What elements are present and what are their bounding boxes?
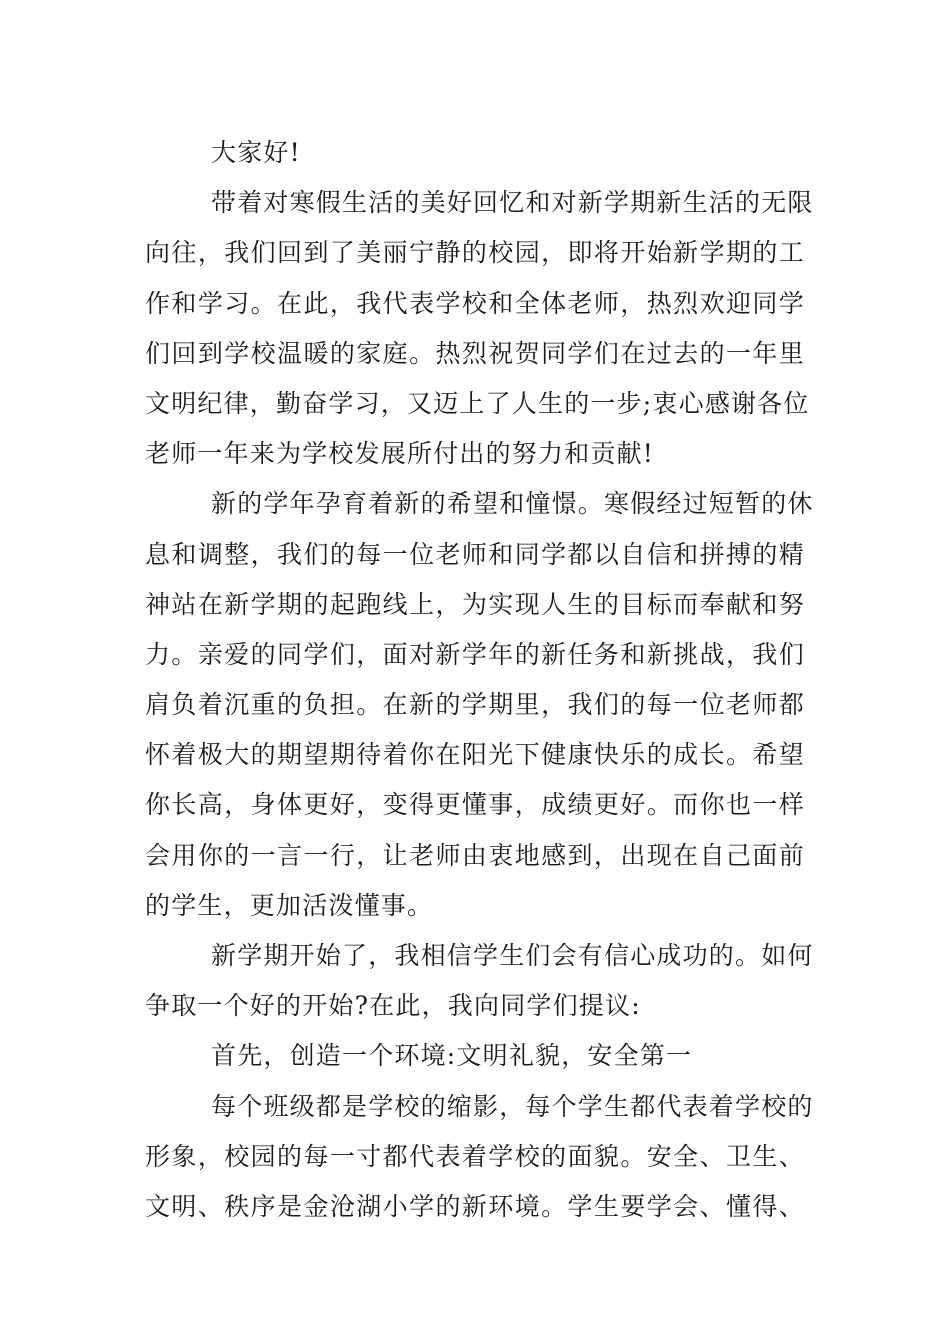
section-heading: 首先，创造一个环境:文明礼貌，安全第一 xyxy=(211,1041,693,1071)
text-line: 的学生，更加活泼懂事。 xyxy=(145,890,434,920)
text-line: 争取一个好的开始?在此，我向同学们提议: xyxy=(145,991,641,1021)
text-line: 带着对寒假生活的美好回忆和对新学期新生活的无限 xyxy=(211,188,814,218)
text-line: 文明、秩序是金沧湖小学的新环境。学生要学会、懂得、 xyxy=(145,1191,805,1221)
text-line: 怀着极大的期望期待着你在阳光下健康快乐的成长。希望 xyxy=(145,740,805,770)
text-line: 神站在新学期的起跑线上，为实现人生的目标而奉献和努 xyxy=(145,589,805,619)
text-line: 息和调整，我们的每一位老师和同学都以自信和拼搏的精 xyxy=(145,539,805,569)
text-line: 力。亲爱的同学们，面对新学年的新任务和新挑战，我们 xyxy=(145,639,805,669)
text-line: 老师一年来为学校发展所付出的努力和贡献! xyxy=(145,439,655,469)
text-line: 们回到学校温暖的家庭。热烈祝贺同学们在过去的一年里 xyxy=(145,338,805,368)
document-body xyxy=(145,128,814,1232)
text-line: 文明纪律，勤奋学习，又迈上了人生的一步;衷心感谢各位 xyxy=(145,388,810,418)
text-line: 形象，校园的每一寸都代表着学校的面貌。安全、卫生、 xyxy=(145,1141,805,1171)
text-line: 每个班级都是学校的缩影，每个学生都代表着学校的 xyxy=(211,1091,814,1121)
text-line: 肩负着沉重的负担。在新的学期里，我们的每一位老师都 xyxy=(145,690,805,720)
text-line: 新学期开始了，我相信学生们会有信心成功的。如何 xyxy=(211,941,814,970)
text-line: 向往，我们回到了美丽宁静的校园，即将开始新学期的工 xyxy=(145,238,805,268)
text-line: 会用你的一言一行，让老师由衷地感到，出现在自己面前 xyxy=(145,840,805,870)
text-line: 新的学年孕育着新的希望和憧憬。寒假经过短暂的休 xyxy=(211,489,814,519)
text-line: 作和学习。在此，我代表学校和全体老师，热烈欢迎同学 xyxy=(145,288,805,318)
text-line: 你长高，身体更好，变得更懂事，成绩更好。而你也一样 xyxy=(145,790,805,820)
greeting-line: 大家好! xyxy=(211,138,301,167)
